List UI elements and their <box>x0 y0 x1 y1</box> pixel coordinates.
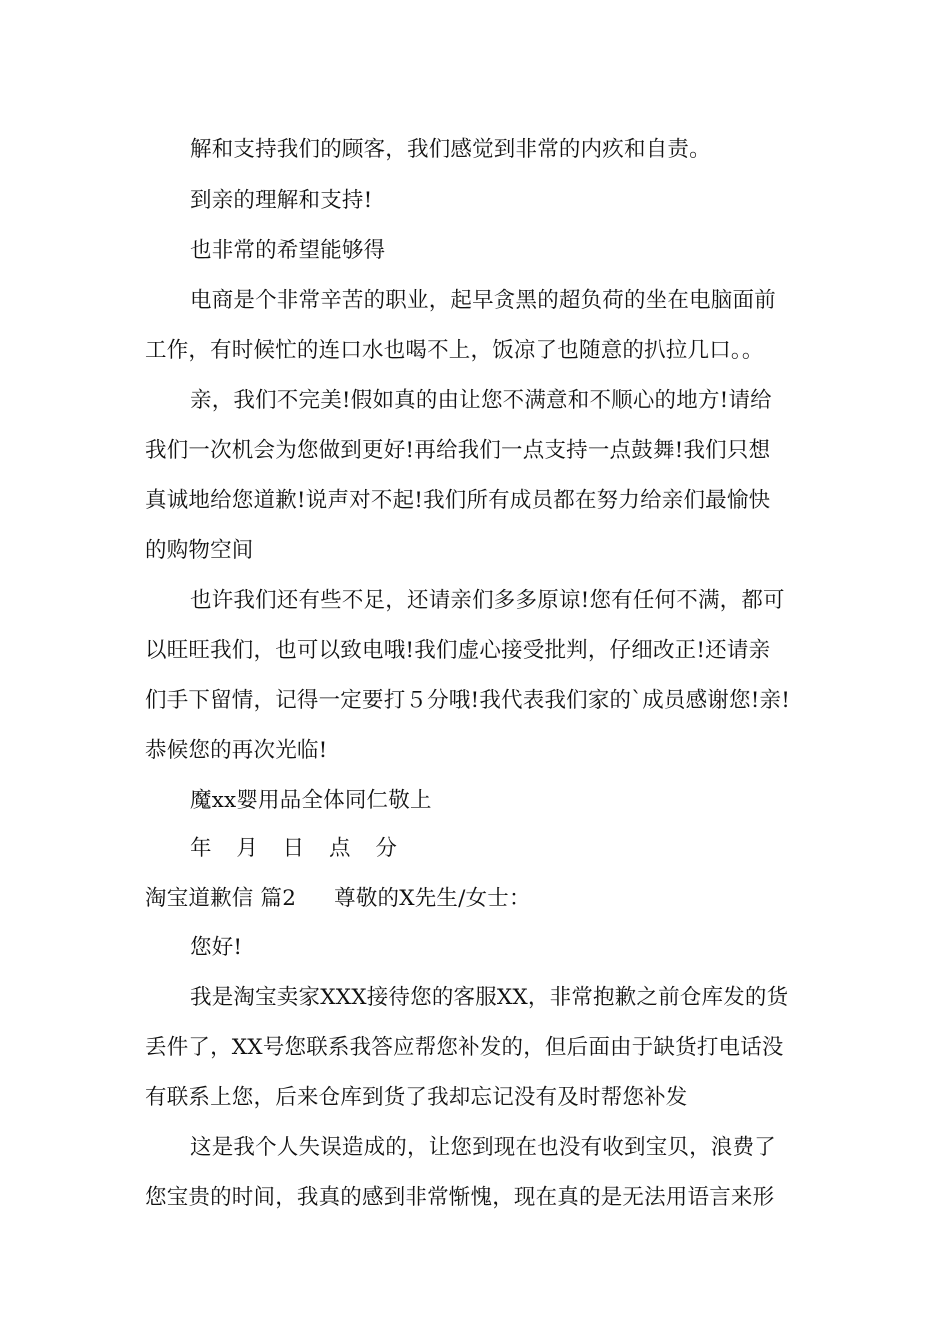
paragraph-line: 电商是个非常辛苦的职业，起早贪黑的超负荷的坐在电脑面前 <box>190 288 776 313</box>
paragraph-line: 真诚地给您道歉!说声对不起!我们所有成员都在努力给亲们最愉快 <box>145 488 771 513</box>
section-heading-line <box>145 884 825 914</box>
paragraph-line: 这是我个人失误造成的，让您到现在也没有收到宝贝，浪费了 <box>190 1135 776 1160</box>
paragraph-line: 们手下留情，记得一定要打５分哦!我代表我们家的`成员感谢您!亲! <box>145 688 791 713</box>
salutation: 尊敬的X先生/女士： <box>334 886 531 911</box>
paragraph-line: 到亲的理解和支持! <box>190 188 373 213</box>
paragraph-line: 的购物空间 <box>145 538 254 563</box>
paragraph-line: 亲，我们不完美!假如真的由让您不满意和不顺心的地方!请给 <box>190 388 772 413</box>
paragraph-line: 恭候您的再次光临! <box>145 738 328 763</box>
paragraph-line: 也许我们还有些不足，还请亲们多多原谅!您有任何不满，都可 <box>190 588 785 613</box>
section-heading: 淘宝道歉信 篇2 <box>145 886 297 911</box>
greeting-line: 您好! <box>190 935 243 960</box>
paragraph-line: 以旺旺我们，也可以致电哦!我们虚心接受批判，仔细改正!还请亲 <box>145 638 771 663</box>
paragraph-line: 您宝贵的时间，我真的感到非常惭愧，现在真的是无法用语言来形 <box>145 1185 775 1210</box>
paragraph-line: 我是淘宝卖家XXX接待您的客服XX，非常抱歉之前仓库发的货 <box>190 985 789 1010</box>
date-line: 年 月 日 点 分 <box>190 836 406 861</box>
signature-line: 魔xx婴用品全体同仁敬上 <box>190 788 432 813</box>
paragraph-line: 丢件了，XX号您联系我答应帮您补发的，但后面由于缺货打电话没 <box>145 1035 784 1060</box>
paragraph-line: 工作，有时候忙的连口水也喝不上，饭凉了也随意的扒拉几口。。 <box>145 338 764 363</box>
paragraph-line: 也非常的希望能够得 <box>190 238 386 263</box>
paragraph-line: 有联系上您，后来仓库到货了我却忘记没有及时帮您补发 <box>145 1085 688 1110</box>
paragraph-line: 我们一次机会为您做到更好!再给我们一点支持一点鼓舞!我们只想 <box>145 438 771 463</box>
paragraph-line: 解和支持我们的顾客，我们感觉到非常的内疚和自责。 <box>190 137 711 162</box>
